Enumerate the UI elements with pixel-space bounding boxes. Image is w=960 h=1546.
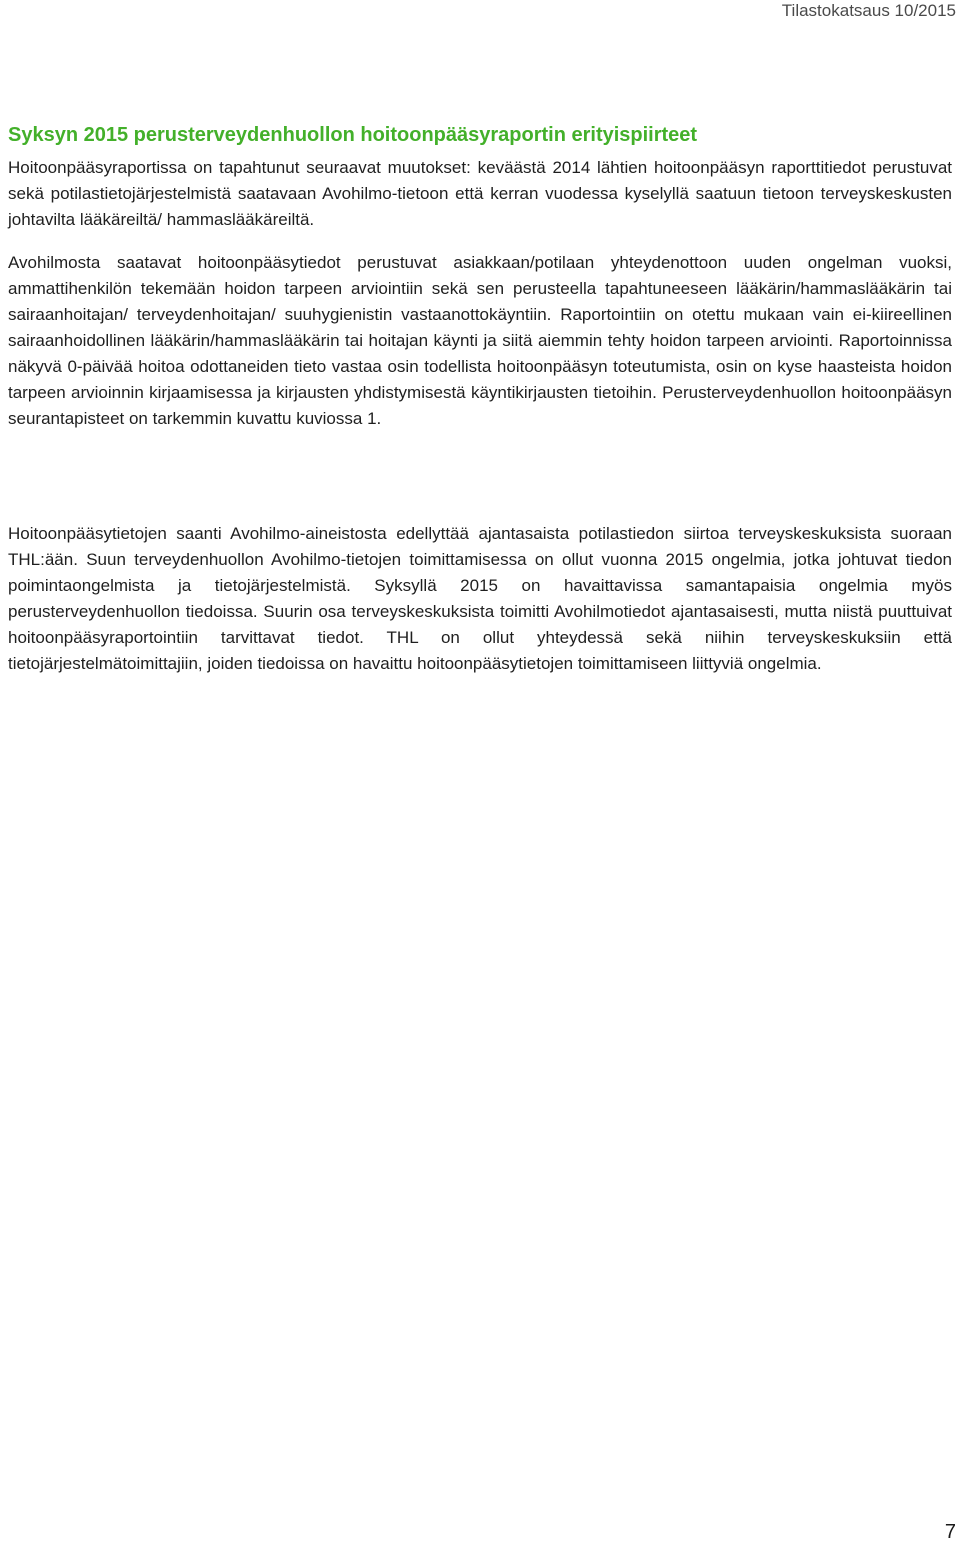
paragraph-avohilmo-data: Avohilmosta saatavat hoitoonpääsytiedot perustuvat asiakkaan/potilaan yhteydenottoon uuden ongelman vuoksi, ammattihenkilön tekemään hoidon tarpeen arviointiin sekä sen perusteella tapahtuneeseen lääkärin/hammaslääkärin tai sairaanhoitajan/ terveydenhoitajan/ suuhygienistin vastaanottokäyntiin. Raportointiin on otettu mukaan vain ei-kiireellinen sairaanhoidollinen lääkärin/hammaslääkärin tai hoitajan käynti ja siitä aiemmin tehty hoidon tarpeen arviointi. Raportoinnissa näkyvä 0-päivää hoitoa odottaneiden tieto vastaa osin todellista hoitoonpääsyn toteutumista, osin on kyse haasteista hoidon tarpeen arvioinnin kirjaamisessa ja kirjausten yhdistymisestä käyntikirjausten tietoihin. Perusterveydenhuollon hoitoonpääsyn seurantapisteet on tarkemmin kuvattu kuviossa 1. — [8, 253, 952, 428]
paragraph-report-changes: Hoitoonpääsyraportissa on tapahtunut seuraavat muutokset: keväästä 2014 lähtien hoitoonpääsyn raporttitiedot perustuvat sekä potilastietojärjestelmistä saatavaan Avohilmo-tietoon että kerran vuodessa kyselyllä saatuun tietoon terveyskeskusten johtavilta lääkäreiltä/ hammaslääkäreiltä. — [8, 158, 952, 229]
paragraph-data-availability: Hoitoonpääsytietojen saanti Avohilmo-aineistosta edellyttää ajantasaista potilastiedon siirtoa terveyskeskuksista suoraan THL:ään. Suun terveydenhuollon Avohilmo-tietojen toimittamisessa on ollut vuonna 2015 ongelmia, jotka johtuvat tiedon poimintaongelmista ja tietojärjestelmistä. Syksyllä 2015 on havaittavissa samantapaisia ongelmia myös perusterveydenhuollon tiedoissa. Suurin osa terveyskeskuksista toimitti Avohilmotiedot ajantasaisesti, mutta niistä puuttuivat hoitoonpääsyraportointiin tarvittavat tiedot. THL on ollut yhteydessä sekä niihin terveyskeskuksiin että tietojärjestelmätoimittajiin, joiden tiedoissa on havaittu hoitoonpääsytietojen toimittamiseen liittyviä ongelmia. — [8, 524, 952, 673]
page-number: 7 — [944, 1521, 956, 1543]
section-title: Syksyn 2015 perusterveydenhuollon hoitoonpääsyraportin erityispiirteet — [8, 124, 698, 146]
running-header: Tilastokatsaus 10/2015 — [781, 1, 956, 20]
